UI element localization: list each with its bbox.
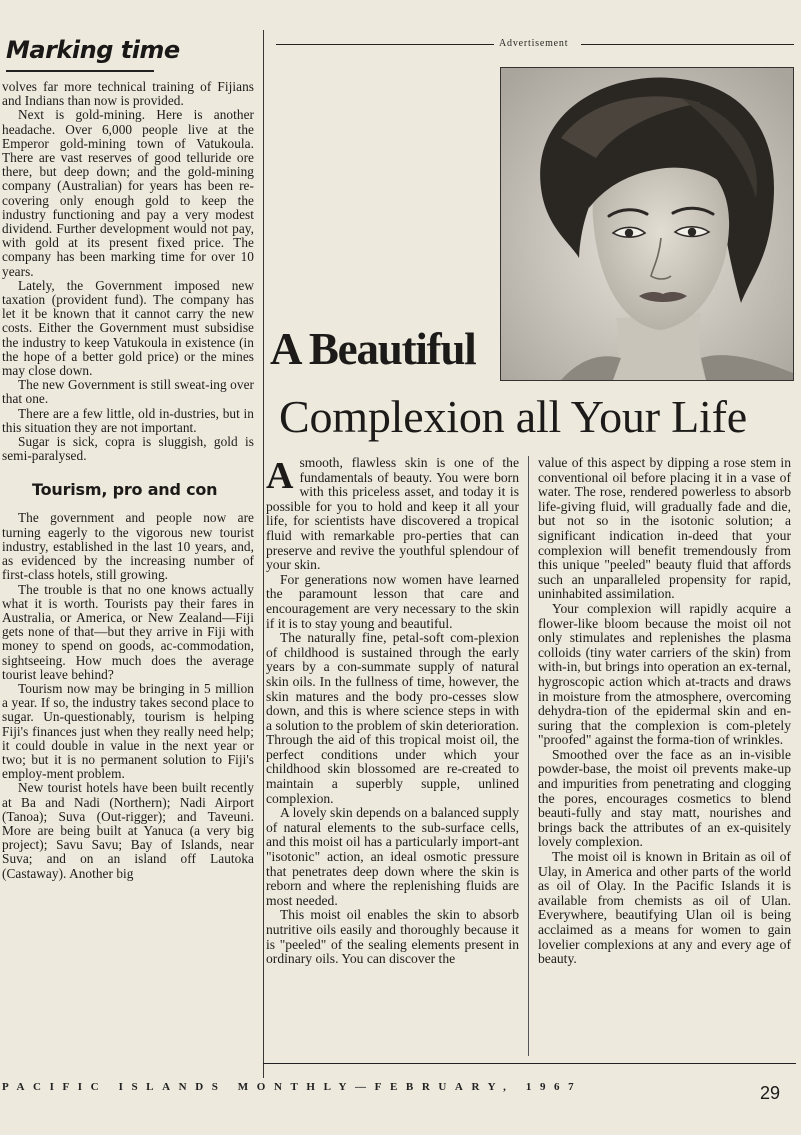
paragraph: A lovely skin depends on a balanced supply of natural elements to the sub-surface cells, and this moist oil has a particularly import-ant "isotonic" action, an ideal osmotic pressure that penetrates deep down where the skin is reborn and where the replenishing fluids are most needed. [266, 805, 519, 908]
paragraph: value of this aspect by dipping a rose stem in conventional oil before placing it in a vase of water. The rose, rendered powerless to absorb life-giving fluid, will gradually fade and die, but not so in the isotonic solution; a significant indication in-deed that your complexion will benefit tremendously from this unique "peeled" beauty fluid that affords such an unparalleled propensity for rapid, uninhabited assimilation. [538, 455, 791, 602]
paragraph: volves far more technical training of Fijians and Indians than now is provided. [2, 79, 254, 109]
paragraph: New tourist hotels have been built recently at Ba and Nadi (Northern); Nadi Airport (Tanoa); Suva (Out-rigger); and Taveuni. More are being built at Yanuca (a very big project); Savu Savu; Bay of Islands, near Suva; and on an island off Lautoka (Castaway). Another big [2, 780, 254, 881]
paragraph-text: smooth, flawless skin is one of the fundamentals of beauty. You were born with this priceless asset, and today it is possible for you to hold and keep it all your life, for scientists have discovered a tropical fluid with remarkable pro-perties that can preserve and revive the youthful splendour of your skin. [266, 455, 519, 573]
advertisement-bottom-rule [263, 1063, 796, 1064]
paragraph: Your complexion will rapidly acquire a flower-like bloom because the moist oil not only stimulates and replenishes the plasma colloids (tiny water carriers of the skin) from with-in, but brings into operation an ex-ternal, hygroscopic action which at-tracts and draws in moisture from the atmosphere, overcoming dehydra-tion of the epidermal skin and en-suring that the complexion is com-pletely "proofed" against the forma-tion of wrinkles. [538, 600, 791, 748]
ad-text-column-2 [538, 456, 791, 967]
paragraph: For generations now women have learned the paramount lesson that care and encouragement are very necessary to the skin if it is to stay young and beautiful. [266, 571, 519, 631]
woman-portrait-illustration [501, 68, 793, 380]
paragraph: Smoothed over the face as an in-visible powder-base, the moist oil prevents make-up and impurities from penetrating and clogging the pores, encourages cosmetics to blend beauti-fully and stay matt, nourishes and brings back the attributes of an ex-quisitely lovely complexion. [538, 746, 791, 850]
paragraph: Sugar is sick, copra is sluggish, gold is semi-paralysed. [2, 434, 254, 464]
advertisement-label: Advertisement [499, 38, 569, 49]
masthead-footer: PACIFIC ISLANDS MONTHLY—FEBRUARY, 1967 [2, 1081, 583, 1093]
drop-cap: A [266, 455, 294, 497]
advertisement-rule-left [276, 44, 494, 45]
ad-column-divider [528, 456, 529, 1056]
paragraph: The moist oil is known in Britain as oil of Ulay, in America and other parts of the world as oil of Olay. In the Pacific Islands it is available from chemists as oil of Ulan. Everywhere, beautifying Ulan oil is being acclaimed as a means for women to gain lovelier complexions at any and every age of beauty. [538, 849, 791, 967]
portrait-photo [500, 67, 794, 381]
ad-headline-line2: Complexion all Your Life [279, 391, 747, 442]
editorial-text [2, 80, 254, 881]
advertisement-rule-right [581, 44, 794, 45]
ad-text-column-1 [266, 456, 519, 967]
paragraph: Next is gold-mining. Here is another headache. Over 6,000 people live at the Emperor gold-mining town of Vatukoula. There are vast reserves of good telluride ore there, but deep down; and the gold-mining company (Australian) for years has been re-covering only enough gold to keep the industry functioning and pay a very modest dividend. Further development would not pay, with gold at its present fixed price. The company has been marking time for over 10 years. [2, 107, 254, 279]
paragraph: The government and people now are turning eagerly to the vigorous new tourist industry, established in the last 10 years, and, as evidenced by the increasing number of first-class hotels, still growing. [2, 510, 254, 583]
page-number: 29 [760, 1083, 781, 1103]
ad-headline-line1: A Beautiful [270, 324, 476, 374]
paragraph: This moist oil enables the skin to absorb nutritive oils easily and thoroughly because it is "peeled" of the sealing elements present in ordinary oils. You can discover the [266, 907, 519, 967]
section-title: Marking time [6, 36, 180, 64]
paragraph: The trouble is that no one knows actually what it is worth. Tourists pay their fares in Australia, or America, or New Zealand—Fiji gets none of that—but they arrive in Fiji with money to spend on goods, ac-commodation, sightseeing. How much does the average tourist leave behind? [2, 581, 254, 682]
paragraph: The naturally fine, petal-soft com-plexion of childhood is sustained through the early years by a con-summate supply of natural skin oils. In the fullness of time, however, the skin matures and the body pro-cesses slow down, and this is where science steps in with a solution to the problem of skin deterioration. Through the aid of this tropical moist oil, the perfect conditions under which your childhood skin blossomed are re-created to maintain a superbly supple, unlined complexion. [266, 630, 519, 806]
editorial-column [0, 0, 262, 1080]
column-divider [263, 30, 264, 1078]
paragraph: There are a few little, old in-dustries, but in this situation they are not important. [2, 405, 254, 435]
paragraph: The new Government is still sweat-ing over that one. [2, 377, 254, 407]
title-underline [6, 70, 154, 72]
paragraph: Tourism now may be bringing in 5 million a year. If so, the industry takes second place to sugar. Un-questionably, tourism is helping Fiji's finances just when they really need help; it could double in value in the next year or two; but it is no permanent solution to Fiji's employ-ment problem. [2, 680, 254, 782]
subheading: Tourism, pro and con [32, 480, 218, 500]
paragraph: Lately, the Government imposed new taxation (provident fund). The company has let it be known that it cannot carry the new costs. Either the Government must subsidise the industry to keep Vatukoula in existence (in the hope of a better gold price) or the mines may close down. [2, 277, 254, 379]
paragraph [266, 456, 519, 573]
